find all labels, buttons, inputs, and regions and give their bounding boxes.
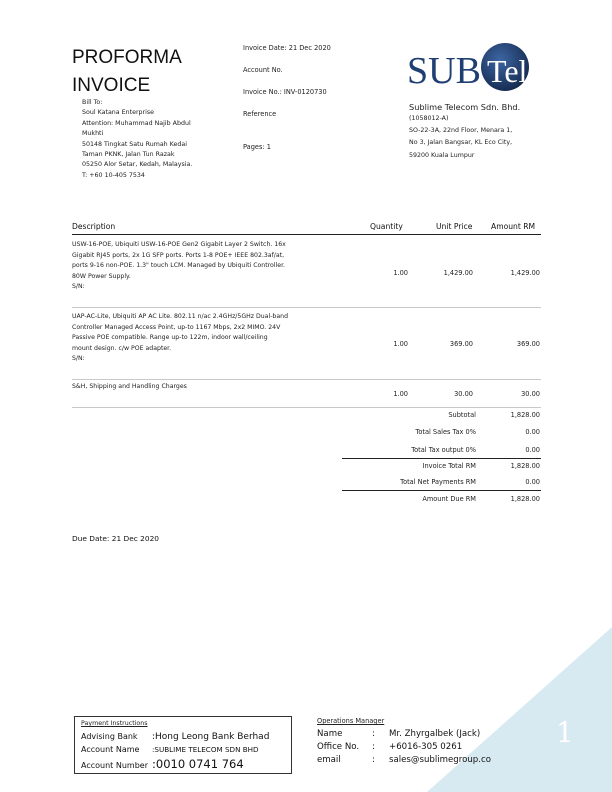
row-1-line-1: USW-16-POE, Ubiquiti USW-16-POE Gen2 Gigabit Layer 2 Switch. 16x	[72, 241, 286, 248]
bill-to-phone: T: +60 10-405 7534	[82, 171, 145, 179]
table-header-rule	[72, 234, 541, 235]
row-1-line-5: S/N:	[72, 283, 85, 291]
row-1-amount: 1,429.00	[510, 269, 540, 277]
ops-colon: :	[372, 755, 375, 765]
ops-office-label: Office No.	[317, 742, 360, 752]
row-2-line-4: mount design. c/w POE adapter.	[72, 344, 172, 352]
table-row-2-description	[72, 312, 334, 365]
company-address-3: 59200 Kuala Lumpur	[409, 151, 475, 159]
col-header-amount: Amount RM	[491, 222, 536, 231]
bill-to-label: Bill To:	[82, 99, 103, 106]
ops-name-label: Name	[317, 729, 343, 739]
invoice-total-value: 1,828.00	[510, 462, 540, 470]
account-name-label: Account Name	[81, 745, 140, 754]
table-row-1-description	[72, 240, 334, 293]
advising-bank-value: :Hong Leong Bank Berhad	[152, 732, 270, 742]
subtotal-value: 1,828.00	[510, 411, 540, 419]
logo-text-sub: SUB	[407, 50, 481, 92]
row-1-line-4: 80W Power Supply.	[72, 272, 131, 280]
amount-due-value: 1,828.00	[510, 495, 540, 503]
row-divider	[72, 307, 541, 308]
bill-to-attention-2: Mukhti	[82, 130, 104, 138]
sales-tax-label: Total Sales Tax 0%	[415, 428, 476, 436]
row-3-unit-price: 30.00	[454, 390, 473, 398]
invoice-date: Invoice Date: 21 Dec 2020	[243, 44, 331, 52]
company-name: Sublime Telecom Sdn. Bhd.	[409, 102, 521, 112]
company-logo	[405, 40, 535, 94]
sales-tax-value: 0.00	[525, 428, 540, 436]
row-divider	[72, 407, 541, 408]
bill-to-block	[82, 98, 252, 181]
row-3-quantity: 1.00	[393, 390, 408, 398]
payment-instructions-heading: Payment Instructions	[81, 720, 148, 727]
bill-to-attention-1: Attention: Muhammad Najib Abdul	[82, 119, 191, 127]
tax-output-label: Total Tax output 0%	[411, 446, 476, 454]
company-address-2: No 3, Jalan Bangsar, KL Eco City,	[409, 139, 513, 147]
col-header-description: Description	[72, 222, 116, 231]
row-1-quantity: 1.00	[393, 269, 408, 277]
bill-to-address-1: 50148 Tingkat Satu Rumah Kedai	[82, 140, 187, 148]
net-payments-label: Total Net Payments RM	[400, 478, 476, 486]
tax-output-value: 0.00	[525, 446, 540, 454]
row-2-quantity: 1.00	[393, 340, 408, 348]
row-2-amount: 369.00	[516, 340, 540, 348]
col-header-quantity: Quantity	[370, 222, 403, 231]
row-divider	[72, 379, 541, 380]
company-address-1: SO-22-3A, 22nd Floor, Menara 1,	[409, 127, 513, 135]
title-line-2: INVOICE	[72, 75, 151, 96]
totals-rule	[342, 458, 541, 459]
company-reg: (1058012-A)	[409, 115, 449, 122]
title-line-1: PROFORMA	[72, 47, 182, 68]
ops-colon: :	[372, 729, 375, 739]
row-2-unit-price: 369.00	[449, 340, 473, 348]
row-1-line-3: ports 9-16 non-POE. 1.3" touch LCM. Managed by Ubiquiti Controller.	[72, 262, 286, 270]
due-date: Due Date: 21 Dec 2020	[72, 534, 159, 543]
col-header-unit-price: Unit Price	[436, 222, 473, 231]
table-row-3-description	[72, 382, 334, 393]
account-number-value: :0010 0741 764	[152, 757, 244, 771]
account-number-label: Account Number	[81, 761, 148, 770]
subtotal-label: Subtotal	[448, 411, 476, 419]
bill-to-address-2: Taman PKNK, Jalan Tun Razak	[82, 151, 175, 159]
operations-manager-heading: Operations Manager	[317, 717, 385, 725]
advising-bank-label: Advising Bank	[81, 732, 138, 741]
account-no: Account No.	[243, 66, 283, 74]
company-block	[409, 101, 520, 162]
ops-colon: :	[372, 742, 375, 752]
reference: Reference	[243, 110, 277, 118]
row-1-line-2: Gigabit RJ45 ports, 2x 1G SFP ports. Ports 1-8 POE+ IEEE 802.3af/at,	[72, 251, 285, 259]
ops-office-value: +6016-305 0261	[389, 742, 463, 752]
pages: Pages: 1	[243, 143, 271, 151]
page-number: 1	[556, 716, 574, 749]
row-1-unit-price: 1,429.00	[443, 269, 473, 277]
amount-due-label: Amount Due RM	[422, 495, 476, 503]
corner-decoration	[427, 627, 612, 792]
row-2-line-1: UAP-AC-Lite, Ubiquiti AP AC Lite. 802.11 n/ac 2.4GHz/5GHz Dual-band	[72, 313, 288, 320]
net-payments-value: 0.00	[525, 478, 540, 486]
ops-email-label: email	[317, 755, 341, 765]
row-3-line-1: S&H, Shipping and Handling Charges	[72, 383, 187, 390]
invoice-total-label: Invoice Total RM	[422, 462, 476, 470]
totals-rule	[342, 490, 541, 491]
account-name-value: :SUBLIME TELECOM SDN BHD	[152, 745, 259, 754]
row-2-line-2: Controller Managed Access Point, up-to 1167 Mbps, 2x2 MIMO. 24V	[72, 323, 281, 331]
bill-to-address-3: 05250 Alor Setar, Kedah, Malaysia.	[82, 161, 193, 169]
subtel-logo-graphic	[405, 40, 535, 94]
row-2-line-5: S/N:	[72, 355, 85, 363]
row-2-line-3: Passive POE compatible. Range up-to 122m, indoor wall/ceiling	[72, 334, 268, 342]
invoice-no: Invoice No.: INV-0120730	[243, 88, 327, 96]
row-3-amount: 30.00	[521, 390, 540, 398]
bill-to-company: Soul Katana Enterprise	[82, 109, 155, 117]
ops-email-value[interactable]: sales@sublimegroup.co	[389, 755, 491, 765]
logo-text-tel: Tel	[487, 53, 528, 89]
ops-name-value: Mr. Zhyrgalbek (Jack)	[389, 729, 481, 739]
page-title	[72, 44, 182, 100]
